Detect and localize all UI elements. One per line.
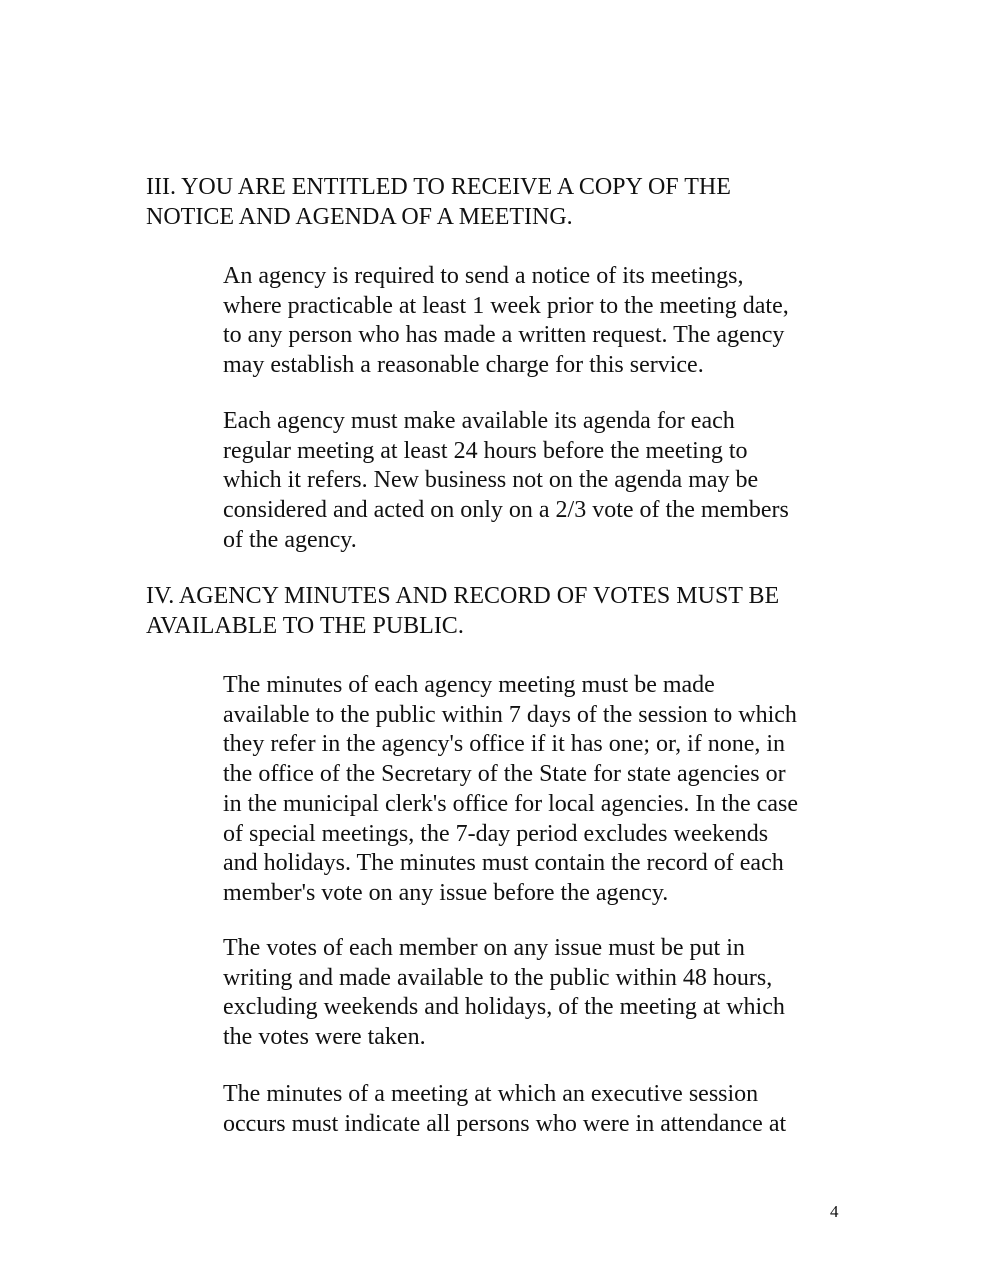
section-heading-iii	[146, 173, 876, 232]
paragraph-notice-of-meetings	[223, 262, 863, 381]
paragraph-line: they refer in the agency's office if it has one; or, if none, in	[223, 731, 786, 758]
heading-line: IV. AGENCY MINUTES AND RECORD OF VOTES MUST BE	[146, 583, 780, 609]
paragraph-line: regular meeting at least 24 hours before the meeting to	[223, 437, 748, 464]
heading-line: III. YOU ARE ENTITLED TO RECEIVE A COPY OF THE	[146, 174, 731, 200]
heading-line: NOTICE AND AGENDA OF A MEETING.	[146, 203, 573, 230]
paragraph-line: the votes were taken.	[223, 1024, 426, 1051]
paragraph-line: of the agency.	[223, 526, 357, 553]
paragraph-line: to any person who has made a written request. The agency	[223, 322, 785, 349]
paragraph-line: member's vote on any issue before the agency.	[223, 879, 669, 906]
paragraph-line: which it refers. New business not on the agenda may be	[223, 467, 759, 494]
paragraph-line: where practicable at least 1 week prior to the meeting date,	[223, 292, 789, 319]
paragraph-line: excluding weekends and holidays, of the meeting at which	[223, 994, 785, 1021]
paragraph-line: and holidays. The minutes must contain the record of each	[223, 850, 784, 877]
paragraph-line: the office of the Secretary of the State for state agencies or	[223, 761, 786, 788]
paragraph-line: The votes of each member on any issue must be put in	[223, 935, 745, 961]
paragraph-line: The minutes of a meeting at which an executive session	[223, 1081, 759, 1107]
paragraph-votes-in-writing	[223, 934, 863, 1053]
paragraph-line: occurs must indicate all persons who were in attendance at	[223, 1110, 787, 1137]
paragraph-line: of special meetings, the 7-day period excludes weekends	[223, 820, 769, 847]
paragraph-line: Each agency must make available its agenda for each	[223, 408, 735, 434]
paragraph-agenda	[223, 407, 863, 556]
paragraph-line: An agency is required to send a notice of its meetings,	[223, 263, 744, 289]
heading-line: AVAILABLE TO THE PUBLIC.	[146, 612, 464, 639]
paragraph-line: in the municipal clerk's office for local agencies. In the case	[223, 790, 798, 817]
paragraph-line: writing and made available to the public within 48 hours,	[223, 964, 773, 991]
paragraph-minutes-availability	[223, 671, 863, 909]
page-number: 4	[830, 1202, 839, 1221]
paragraph-executive-session	[223, 1080, 863, 1139]
paragraph-line: may establish a reasonable charge for this service.	[223, 352, 704, 379]
paragraph-line: available to the public within 7 days of the session to which	[223, 701, 797, 728]
paragraph-line: considered and acted on only on a 2/3 vote of the members	[223, 497, 789, 524]
paragraph-line: The minutes of each agency meeting must be made	[223, 672, 715, 698]
section-heading-iv	[146, 582, 876, 641]
